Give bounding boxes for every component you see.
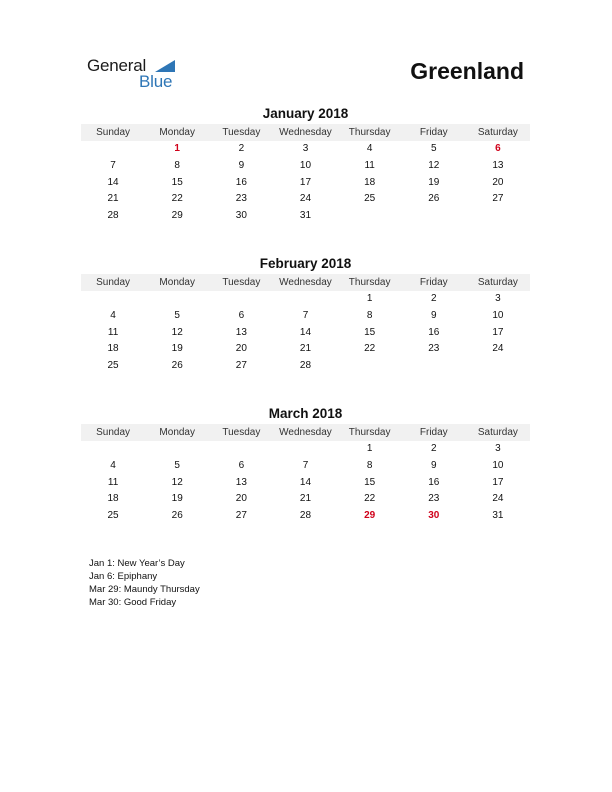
day-cell: 16: [235, 176, 247, 188]
week-row: [81, 325, 530, 342]
day-cell: 28: [299, 360, 312, 372]
month-calendar-march: [81, 405, 530, 525]
day-cell: 12: [171, 476, 183, 488]
day-cell: 3: [495, 443, 501, 454]
day-cell: 10: [299, 159, 312, 171]
weekday-label: Tuesday: [222, 127, 261, 138]
day-cell: 13: [235, 326, 247, 338]
day-cell: 26: [171, 360, 183, 372]
logo-blue-text: Blue: [139, 72, 173, 91]
day-cell: 3: [302, 143, 309, 154]
day-cell: 7: [302, 459, 309, 471]
day-cell: 1: [366, 443, 373, 454]
day-cell: [81, 291, 145, 308]
day-cell: 15: [171, 176, 183, 188]
holiday-note: Jan 6: Epiphany: [89, 571, 158, 582]
day-cell: [338, 208, 402, 225]
day-cell: 25: [107, 360, 119, 372]
week-row: [81, 308, 530, 325]
month-title: February 2018: [259, 256, 352, 271]
day-cell: 26: [428, 193, 440, 205]
day-cell: [466, 358, 530, 375]
day-cell: 24: [492, 493, 504, 505]
week-row: [81, 358, 530, 375]
weekday-label: Saturday: [477, 427, 518, 438]
day-cell: 1: [366, 293, 373, 304]
day-cell: [273, 291, 337, 308]
day-cell: 19: [171, 343, 183, 355]
month-title: January 2018: [262, 106, 349, 121]
day-cell: 15: [364, 476, 376, 488]
day-cell: 22: [364, 493, 376, 505]
day-cell: [402, 358, 466, 375]
day-cell: 12: [171, 326, 183, 338]
day-cell: 19: [171, 493, 183, 505]
day-cell: 15: [364, 326, 376, 338]
week-row: [81, 191, 530, 208]
day-cell: 24: [299, 193, 312, 205]
day-cell: 7: [302, 309, 309, 321]
month-calendar-january: [81, 105, 530, 225]
day-cell: 9: [430, 309, 437, 321]
day-cell: 21: [107, 193, 119, 205]
day-cell: 2: [238, 143, 245, 154]
day-cell: [145, 441, 209, 458]
day-cell: 21: [299, 343, 312, 355]
day-cell: 31: [492, 510, 504, 522]
brand-logo: [87, 56, 187, 92]
day-cell: 28: [107, 210, 119, 222]
day-cell: 9: [238, 159, 245, 171]
weekday-label: Sunday: [96, 277, 131, 288]
day-cell: 18: [107, 493, 119, 505]
holiday-note: Jan 1: New Year’s Day: [89, 558, 185, 569]
day-cell: 27: [492, 193, 504, 205]
day-cell: 2: [430, 443, 437, 454]
weekday-label: Sunday: [96, 127, 131, 138]
day-cell: 22: [364, 343, 376, 355]
day-cell: 3: [495, 293, 501, 304]
day-cell: 5: [174, 309, 180, 321]
day-cell: 24: [492, 343, 504, 355]
day-cell: 19: [428, 176, 440, 188]
day-cell: 26: [171, 510, 183, 522]
weekday-label: Tuesday: [222, 427, 261, 438]
day-cell: [145, 291, 209, 308]
weekday-label: Thursday: [348, 127, 391, 138]
week-row: [81, 175, 530, 192]
day-cell: [209, 441, 273, 458]
day-cell: 4: [110, 459, 116, 471]
day-cell: [402, 208, 466, 225]
day-cell: 10: [492, 309, 504, 321]
month-calendar-february: [81, 255, 530, 375]
day-cell: 2: [430, 293, 437, 304]
day-cell: 23: [428, 493, 440, 505]
day-cell: 23: [235, 193, 247, 205]
weekday-label: Tuesday: [222, 277, 261, 288]
day-cell: 8: [366, 459, 373, 471]
day-cell: 17: [492, 326, 504, 338]
weekday-header-row: [81, 274, 530, 291]
day-cell: 20: [235, 343, 247, 355]
weekday-label: Wednesday: [279, 127, 332, 138]
weekday-header-row: [81, 124, 530, 141]
week-row: [81, 491, 530, 508]
holiday-day-cell: 30: [428, 510, 440, 522]
day-cell: 23: [428, 343, 440, 355]
day-cell: 8: [366, 309, 373, 321]
weekday-label: Sunday: [96, 427, 131, 438]
day-cell: 14: [299, 326, 312, 338]
weekday-label: Saturday: [477, 277, 518, 288]
day-cell: 17: [299, 176, 312, 188]
day-cell: 11: [364, 159, 375, 171]
holiday-note: Mar 29: Maundy Thursday: [89, 584, 200, 595]
day-cell: 18: [364, 176, 376, 188]
week-row: [81, 291, 530, 308]
week-row: [81, 475, 530, 492]
day-cell: 10: [492, 459, 504, 471]
day-cell: 11: [107, 326, 119, 338]
day-cell: 6: [238, 459, 245, 471]
logo-triangle-icon: [155, 60, 175, 72]
day-cell: 29: [171, 210, 183, 222]
week-row: [81, 458, 530, 475]
day-cell: 12: [428, 159, 440, 171]
day-cell: 6: [238, 309, 245, 321]
day-cell: 14: [299, 476, 312, 488]
day-cell: 27: [235, 360, 247, 372]
day-cell: 13: [235, 476, 247, 488]
day-cell: 31: [299, 210, 312, 222]
day-cell: 27: [235, 510, 247, 522]
day-cell: 22: [171, 193, 183, 205]
holiday-note: Mar 30: Good Friday: [89, 597, 177, 608]
weekday-label: Thursday: [348, 277, 391, 288]
logo-general-text: General: [87, 56, 147, 75]
month-title: March 2018: [268, 406, 343, 421]
day-cell: 20: [235, 493, 247, 505]
holiday-notes: [89, 557, 200, 609]
day-cell: 13: [492, 159, 504, 171]
day-cell: 8: [174, 159, 180, 171]
week-row: [81, 158, 530, 175]
weekday-label: Monday: [159, 277, 195, 288]
day-cell: 5: [430, 143, 437, 154]
day-cell: 16: [428, 326, 440, 338]
week-row: [81, 341, 530, 358]
day-cell: 9: [430, 459, 437, 471]
day-cell: 5: [174, 459, 180, 471]
day-cell: [209, 291, 273, 308]
weekday-label: Wednesday: [279, 427, 332, 438]
weekday-label: Thursday: [348, 427, 391, 438]
week-row: [81, 508, 530, 525]
day-cell: 21: [299, 493, 312, 505]
day-cell: 4: [110, 309, 116, 321]
weekday-label: Saturday: [477, 127, 518, 138]
weekday-label: Friday: [419, 427, 448, 438]
day-cell: 17: [492, 476, 504, 488]
holiday-day-cell: 6: [495, 143, 501, 154]
country-title: Greenland: [410, 58, 524, 84]
week-row: [81, 141, 530, 158]
weekday-header-row: [81, 424, 530, 441]
day-cell: 20: [492, 176, 504, 188]
day-cell: 4: [366, 143, 373, 154]
day-cell: [338, 358, 402, 375]
week-row: [81, 441, 530, 458]
weekday-label: Monday: [159, 427, 195, 438]
holiday-day-cell: 1: [174, 143, 180, 154]
day-cell: 16: [428, 476, 440, 488]
weekday-label: Monday: [159, 127, 195, 138]
day-cell: [466, 208, 530, 225]
holiday-day-cell: 29: [364, 510, 376, 522]
day-cell: 7: [110, 159, 116, 171]
day-cell: 11: [107, 476, 119, 488]
day-cell: [273, 441, 337, 458]
day-cell: 28: [299, 510, 312, 522]
weekday-label: Friday: [419, 277, 448, 288]
week-row: [81, 208, 530, 225]
day-cell: 25: [107, 510, 119, 522]
weekday-label: Wednesday: [279, 277, 332, 288]
day-cell: [81, 141, 145, 158]
day-cell: 14: [107, 176, 119, 188]
day-cell: 30: [235, 210, 247, 222]
day-cell: 18: [107, 343, 119, 355]
day-cell: 25: [364, 193, 376, 205]
weekday-label: Friday: [419, 127, 448, 138]
day-cell: [81, 441, 145, 458]
